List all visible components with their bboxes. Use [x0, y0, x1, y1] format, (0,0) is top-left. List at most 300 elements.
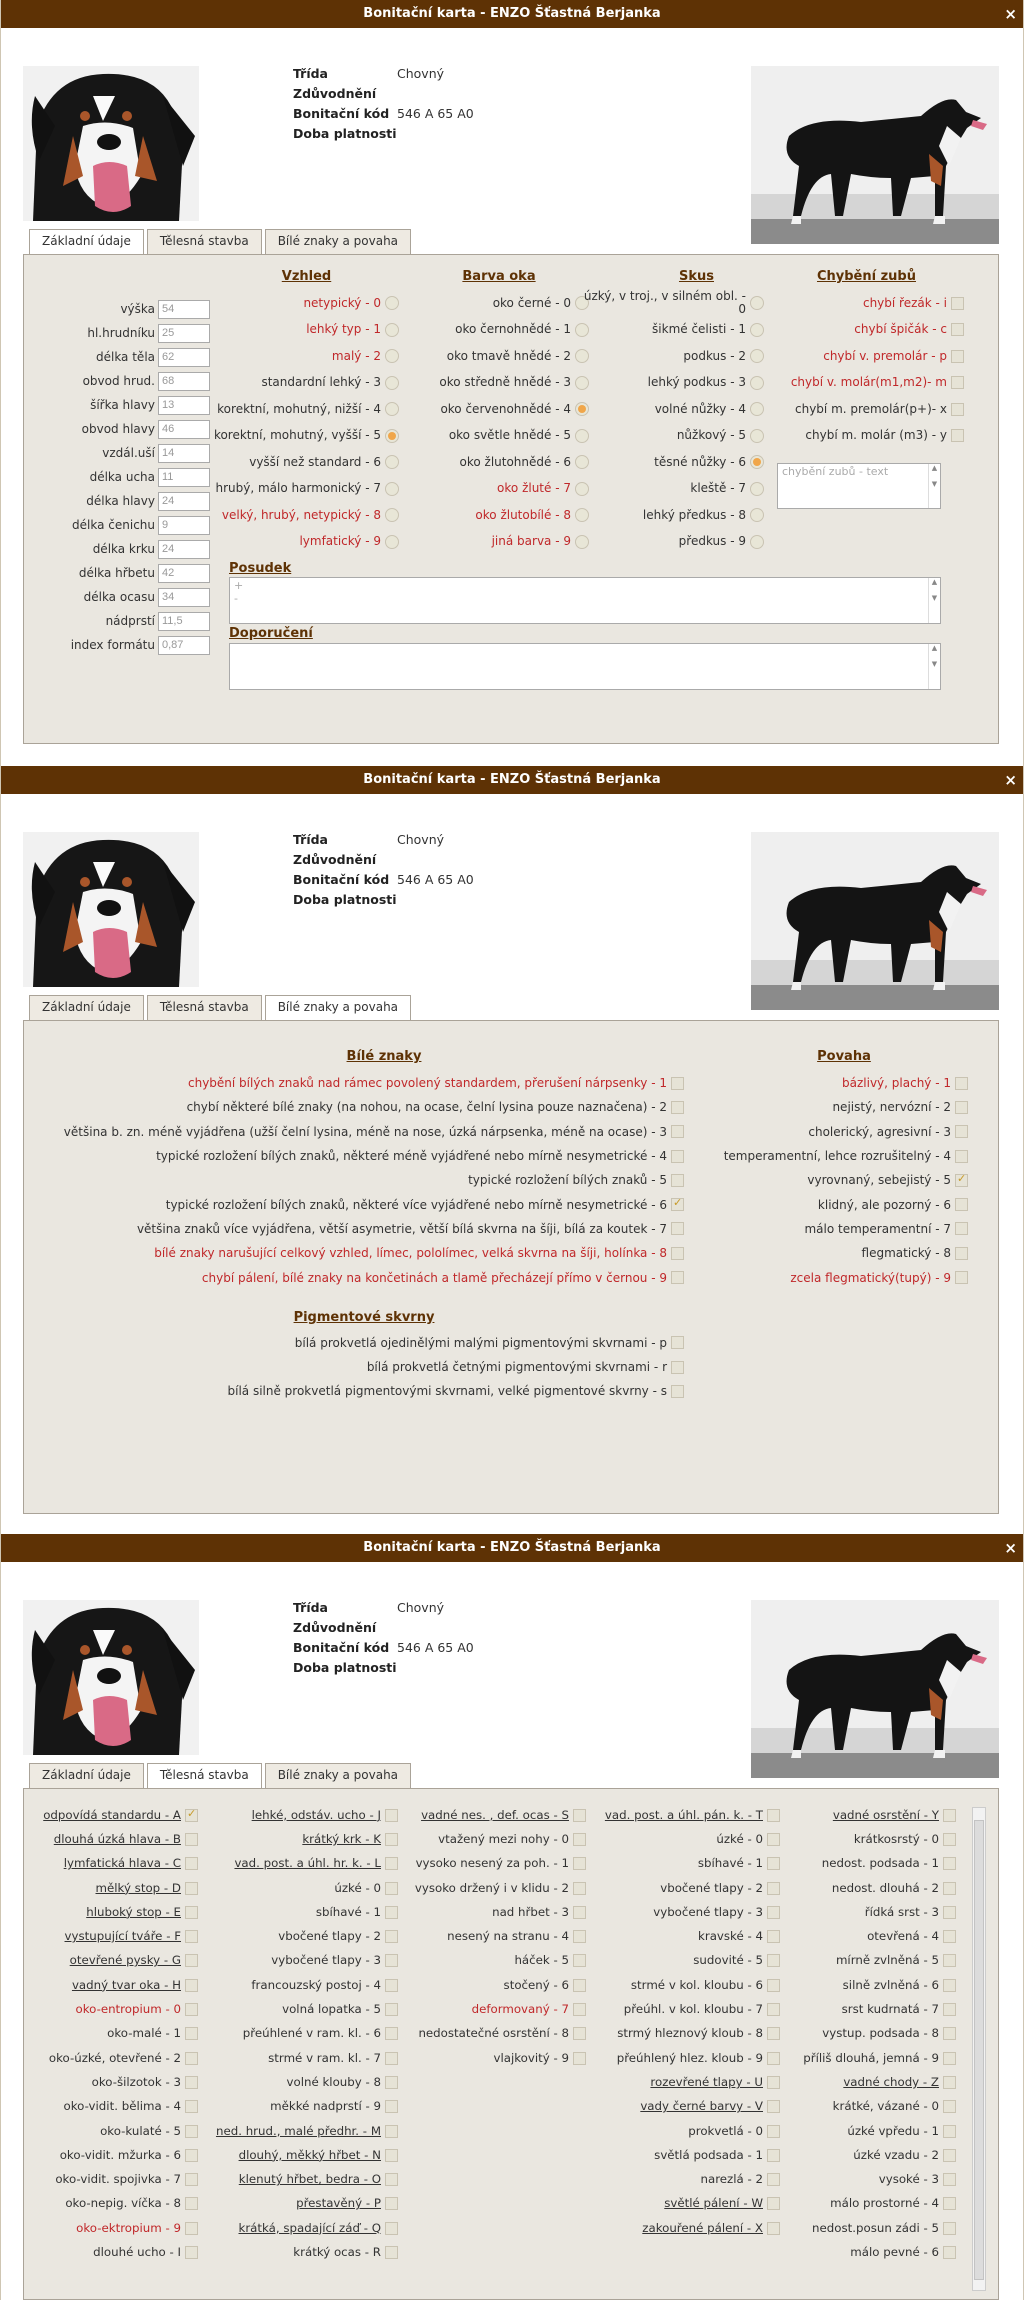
- option-item[interactable]: [592, 2216, 780, 2240]
- checkbox[interactable]: [185, 2003, 198, 2016]
- checkbox[interactable]: [385, 2003, 398, 2016]
- checkbox[interactable]: [185, 2222, 198, 2235]
- option-item[interactable]: [214, 1803, 398, 1827]
- scroll-arrows-icon[interactable]: ▲ ▼: [928, 464, 940, 508]
- option-item[interactable]: [786, 1973, 956, 1997]
- checkbox[interactable]: [943, 2149, 956, 2162]
- option-item[interactable]: [700, 1120, 968, 1144]
- option-item[interactable]: [700, 1217, 968, 1241]
- radio-button[interactable]: [385, 429, 399, 443]
- option-item[interactable]: [32, 1924, 198, 1948]
- checkbox[interactable]: [951, 403, 964, 416]
- option-item[interactable]: [398, 2046, 586, 2070]
- checkbox[interactable]: [185, 1833, 198, 1846]
- radio-button[interactable]: [750, 482, 764, 496]
- radio-button[interactable]: [385, 455, 399, 469]
- checkbox[interactable]: [943, 2173, 956, 2186]
- checkbox[interactable]: [767, 1857, 780, 1870]
- option-item[interactable]: [32, 1827, 198, 1851]
- checkbox[interactable]: [767, 1833, 780, 1846]
- checkbox[interactable]: [573, 1930, 586, 1943]
- option-item[interactable]: [32, 2240, 198, 2264]
- option-item[interactable]: [786, 2167, 956, 2191]
- checkbox[interactable]: [573, 2003, 586, 2016]
- option-item[interactable]: [786, 2095, 956, 2119]
- option-item[interactable]: [214, 2119, 398, 2143]
- option-item[interactable]: [769, 343, 964, 370]
- checkbox[interactable]: [385, 2222, 398, 2235]
- option-item[interactable]: [214, 1949, 398, 1973]
- checkbox[interactable]: [671, 1077, 684, 1090]
- tab-zakladni[interactable]: Základní údaje: [29, 229, 144, 255]
- panel-scrollbar[interactable]: [972, 1807, 986, 2291]
- checkbox[interactable]: [185, 1857, 198, 1870]
- checkbox[interactable]: [385, 1930, 398, 1943]
- radio-button[interactable]: [750, 455, 764, 469]
- checkbox[interactable]: [951, 376, 964, 389]
- radio-button[interactable]: [750, 535, 764, 549]
- option-item[interactable]: [44, 1168, 684, 1192]
- checkbox[interactable]: [671, 1247, 684, 1260]
- option-item[interactable]: [592, 2167, 780, 2191]
- tab-zakladni[interactable]: Základní údaje: [29, 1763, 144, 1788]
- option-item[interactable]: [398, 1852, 586, 1876]
- checkbox[interactable]: [671, 1125, 684, 1138]
- checkbox[interactable]: [943, 1857, 956, 1870]
- checkbox[interactable]: [943, 2222, 956, 2235]
- checkbox[interactable]: [671, 1271, 684, 1284]
- option-item[interactable]: [32, 2022, 198, 2046]
- option-item[interactable]: [592, 1900, 780, 1924]
- option-item[interactable]: [592, 2022, 780, 2046]
- option-item[interactable]: [398, 1827, 586, 1851]
- radio-button[interactable]: [385, 508, 399, 522]
- checkbox[interactable]: [951, 297, 964, 310]
- checkbox[interactable]: [955, 1198, 968, 1211]
- option-item[interactable]: [174, 423, 399, 450]
- window-title-bar[interactable]: [1, 766, 1023, 794]
- checkbox[interactable]: [767, 2197, 780, 2210]
- option-item[interactable]: [214, 2022, 398, 2046]
- checkbox[interactable]: [385, 2246, 398, 2259]
- option-item[interactable]: [700, 1265, 968, 1289]
- checkbox[interactable]: [671, 1150, 684, 1163]
- checkbox[interactable]: [943, 2052, 956, 2065]
- measure-input[interactable]: [158, 612, 210, 631]
- option-item[interactable]: [592, 2192, 780, 2216]
- option-item[interactable]: [398, 1924, 586, 1948]
- checkbox[interactable]: [943, 2246, 956, 2259]
- option-item[interactable]: [786, 2216, 956, 2240]
- option-item[interactable]: [700, 1144, 968, 1168]
- checkbox[interactable]: [767, 2076, 780, 2089]
- option-item[interactable]: [786, 2046, 956, 2070]
- option-item[interactable]: [174, 370, 399, 397]
- option-item[interactable]: [44, 1120, 684, 1144]
- option-item[interactable]: [214, 2070, 398, 2094]
- checkbox[interactable]: [767, 2125, 780, 2138]
- checkbox[interactable]: [671, 1385, 684, 1398]
- checkbox[interactable]: [185, 2100, 198, 2113]
- checkbox[interactable]: [185, 2027, 198, 2040]
- tab-bile[interactable]: Bílé znaky a povaha: [265, 1763, 411, 1788]
- option-item[interactable]: [592, 2143, 780, 2167]
- option-item[interactable]: [592, 1997, 780, 2021]
- radio-button[interactable]: [750, 508, 764, 522]
- zuby-text-input[interactable]: [777, 463, 941, 509]
- option-item[interactable]: [44, 1265, 684, 1289]
- option-item[interactable]: [44, 1331, 684, 1355]
- checkbox[interactable]: [767, 2173, 780, 2186]
- checkbox[interactable]: [185, 1954, 198, 1967]
- radio-button[interactable]: [750, 402, 764, 416]
- option-item[interactable]: [32, 2119, 198, 2143]
- checkbox[interactable]: [671, 1222, 684, 1235]
- option-item[interactable]: [786, 1997, 956, 2021]
- scrollbar-thumb[interactable]: [974, 1820, 984, 2280]
- checkbox[interactable]: [185, 1882, 198, 1895]
- tab-bile[interactable]: Bílé znaky a povaha: [265, 995, 411, 1021]
- checkbox[interactable]: [767, 1809, 780, 1822]
- option-item[interactable]: [32, 1852, 198, 1876]
- posudek-textarea[interactable]: [229, 577, 941, 624]
- option-item[interactable]: [409, 449, 589, 476]
- checkbox[interactable]: [943, 1906, 956, 1919]
- option-item[interactable]: [786, 1900, 956, 1924]
- option-item[interactable]: [214, 2095, 398, 2119]
- checkbox[interactable]: [385, 2125, 398, 2138]
- checkbox[interactable]: [385, 2149, 398, 2162]
- checkbox[interactable]: [385, 2027, 398, 2040]
- option-item[interactable]: [579, 370, 764, 397]
- option-item[interactable]: [32, 1997, 198, 2021]
- option-item[interactable]: [32, 2192, 198, 2216]
- checkbox[interactable]: [185, 2125, 198, 2138]
- checkbox[interactable]: [767, 2100, 780, 2113]
- checkbox[interactable]: [573, 1857, 586, 1870]
- radio-button[interactable]: [385, 349, 399, 363]
- checkbox[interactable]: [573, 2027, 586, 2040]
- option-item[interactable]: [214, 2216, 398, 2240]
- option-item[interactable]: [174, 476, 399, 503]
- radio-button[interactable]: [750, 376, 764, 390]
- option-item[interactable]: [579, 290, 764, 317]
- option-item[interactable]: [700, 1095, 968, 1119]
- checkbox[interactable]: [943, 2100, 956, 2113]
- option-item[interactable]: [32, 1949, 198, 1973]
- option-item[interactable]: [214, 1997, 398, 2021]
- checkbox[interactable]: [943, 1930, 956, 1943]
- radio-button[interactable]: [385, 296, 399, 310]
- option-item[interactable]: [786, 2119, 956, 2143]
- option-item[interactable]: [592, 1949, 780, 1973]
- checkbox[interactable]: [767, 2222, 780, 2235]
- option-item[interactable]: [409, 343, 589, 370]
- option-item[interactable]: [592, 2070, 780, 2094]
- doporuceni-textarea[interactable]: [229, 643, 941, 690]
- checkbox[interactable]: [573, 2052, 586, 2065]
- checkbox[interactable]: [185, 2076, 198, 2089]
- option-item[interactable]: [32, 1803, 198, 1827]
- checkbox[interactable]: [385, 1906, 398, 1919]
- window-title-bar[interactable]: [1, 0, 1023, 28]
- option-item[interactable]: [579, 502, 764, 529]
- checkbox[interactable]: [185, 2173, 198, 2186]
- option-item[interactable]: [409, 476, 589, 503]
- tab-bile[interactable]: Bílé znaky a povaha: [265, 229, 411, 254]
- checkbox[interactable]: [385, 1857, 398, 1870]
- option-item[interactable]: [398, 1803, 586, 1827]
- option-item[interactable]: [592, 1924, 780, 1948]
- checkbox[interactable]: [943, 1979, 956, 1992]
- close-icon[interactable]: ×: [1004, 771, 1017, 789]
- option-item[interactable]: [214, 1900, 398, 1924]
- checkbox[interactable]: [185, 1809, 198, 1822]
- checkbox[interactable]: [955, 1174, 968, 1187]
- option-item[interactable]: [592, 1876, 780, 1900]
- checkbox[interactable]: [767, 1930, 780, 1943]
- checkbox[interactable]: [671, 1101, 684, 1114]
- option-item[interactable]: [44, 1217, 684, 1241]
- option-item[interactable]: [214, 1852, 398, 1876]
- option-item[interactable]: [592, 2095, 780, 2119]
- radio-button[interactable]: [750, 296, 764, 310]
- option-item[interactable]: [44, 1241, 684, 1265]
- option-item[interactable]: [214, 2143, 398, 2167]
- checkbox[interactable]: [573, 1979, 586, 1992]
- option-item[interactable]: [32, 1973, 198, 1997]
- option-item[interactable]: [174, 529, 399, 556]
- checkbox[interactable]: [943, 1954, 956, 1967]
- option-item[interactable]: [409, 370, 589, 397]
- option-item[interactable]: [398, 1876, 586, 1900]
- option-item[interactable]: [786, 1876, 956, 1900]
- checkbox[interactable]: [385, 1833, 398, 1846]
- checkbox[interactable]: [185, 1906, 198, 1919]
- option-item[interactable]: [32, 2143, 198, 2167]
- checkbox[interactable]: [385, 2052, 398, 2065]
- checkbox[interactable]: [767, 1882, 780, 1895]
- option-item[interactable]: [44, 1192, 684, 1216]
- checkbox[interactable]: [573, 1809, 586, 1822]
- checkbox[interactable]: [955, 1247, 968, 1260]
- checkbox[interactable]: [943, 1882, 956, 1895]
- option-item[interactable]: [44, 1355, 684, 1379]
- option-item[interactable]: [700, 1192, 968, 1216]
- checkbox[interactable]: [943, 2125, 956, 2138]
- option-item[interactable]: [579, 449, 764, 476]
- option-item[interactable]: [174, 449, 399, 476]
- option-item[interactable]: [592, 2119, 780, 2143]
- checkbox[interactable]: [385, 2076, 398, 2089]
- option-item[interactable]: [409, 396, 589, 423]
- option-item[interactable]: [214, 1924, 398, 1948]
- option-item[interactable]: [592, 1827, 780, 1851]
- checkbox[interactable]: [385, 2173, 398, 2186]
- checkbox[interactable]: [185, 2149, 198, 2162]
- checkbox[interactable]: [385, 2197, 398, 2210]
- checkbox[interactable]: [671, 1198, 684, 1211]
- radio-button[interactable]: [750, 349, 764, 363]
- option-item[interactable]: [174, 396, 399, 423]
- option-item[interactable]: [409, 317, 589, 344]
- scroll-arrows-icon[interactable]: ▲ ▼: [928, 578, 940, 623]
- checkbox[interactable]: [185, 1979, 198, 1992]
- checkbox[interactable]: [951, 323, 964, 336]
- option-item[interactable]: [700, 1071, 968, 1095]
- checkbox[interactable]: [943, 2197, 956, 2210]
- option-item[interactable]: [398, 2022, 586, 2046]
- checkbox[interactable]: [951, 350, 964, 363]
- option-item[interactable]: [214, 2046, 398, 2070]
- measure-input[interactable]: [158, 636, 210, 655]
- checkbox[interactable]: [955, 1222, 968, 1235]
- option-item[interactable]: [786, 1803, 956, 1827]
- checkbox[interactable]: [943, 2027, 956, 2040]
- checkbox[interactable]: [767, 2003, 780, 2016]
- tab-telesna[interactable]: Tělesná stavba: [147, 229, 262, 254]
- option-item[interactable]: [769, 396, 964, 423]
- option-item[interactable]: [214, 2240, 398, 2264]
- option-item[interactable]: [786, 1852, 956, 1876]
- checkbox[interactable]: [955, 1125, 968, 1138]
- scroll-arrows-icon[interactable]: ▲ ▼: [928, 644, 940, 689]
- checkbox[interactable]: [573, 1906, 586, 1919]
- option-item[interactable]: [409, 423, 589, 450]
- measure-input[interactable]: [158, 564, 210, 583]
- option-item[interactable]: [786, 2143, 956, 2167]
- radio-button[interactable]: [385, 376, 399, 390]
- option-item[interactable]: [700, 1168, 968, 1192]
- checkbox[interactable]: [185, 1930, 198, 1943]
- option-item[interactable]: [398, 1997, 586, 2021]
- tab-zakladni[interactable]: Základní údaje: [29, 995, 144, 1020]
- option-item[interactable]: [44, 1379, 684, 1403]
- checkbox[interactable]: [573, 1833, 586, 1846]
- checkbox[interactable]: [385, 2100, 398, 2113]
- option-item[interactable]: [579, 529, 764, 556]
- option-item[interactable]: [786, 2070, 956, 2094]
- option-item[interactable]: [398, 1949, 586, 1973]
- option-item[interactable]: [786, 2022, 956, 2046]
- option-item[interactable]: [700, 1241, 968, 1265]
- checkbox[interactable]: [573, 1882, 586, 1895]
- option-item[interactable]: [769, 423, 964, 450]
- option-item[interactable]: [32, 2095, 198, 2119]
- checkbox[interactable]: [671, 1174, 684, 1187]
- checkbox[interactable]: [955, 1271, 968, 1284]
- checkbox[interactable]: [385, 1809, 398, 1822]
- checkbox[interactable]: [955, 1150, 968, 1163]
- option-item[interactable]: [398, 1973, 586, 1997]
- checkbox[interactable]: [767, 2149, 780, 2162]
- option-item[interactable]: [409, 529, 589, 556]
- checkbox[interactable]: [955, 1101, 968, 1114]
- checkbox[interactable]: [573, 1954, 586, 1967]
- option-item[interactable]: [174, 343, 399, 370]
- option-item[interactable]: [579, 476, 764, 503]
- option-item[interactable]: [786, 1924, 956, 1948]
- option-item[interactable]: [579, 423, 764, 450]
- checkbox[interactable]: [671, 1336, 684, 1349]
- option-item[interactable]: [214, 1827, 398, 1851]
- option-item[interactable]: [579, 343, 764, 370]
- option-item[interactable]: [32, 2046, 198, 2070]
- option-item[interactable]: [44, 1071, 684, 1095]
- close-icon[interactable]: ×: [1004, 5, 1017, 23]
- option-item[interactable]: [32, 1900, 198, 1924]
- tab-telesna[interactable]: Tělesná stavba: [147, 1763, 262, 1789]
- option-item[interactable]: [769, 290, 964, 317]
- radio-button[interactable]: [385, 323, 399, 337]
- option-item[interactable]: [769, 370, 964, 397]
- option-item[interactable]: [579, 396, 764, 423]
- option-item[interactable]: [174, 502, 399, 529]
- option-item[interactable]: [32, 2070, 198, 2094]
- option-item[interactable]: [786, 2240, 956, 2264]
- checkbox[interactable]: [767, 1979, 780, 1992]
- option-item[interactable]: [44, 1144, 684, 1168]
- checkbox[interactable]: [943, 2076, 956, 2089]
- option-item[interactable]: [409, 290, 589, 317]
- option-item[interactable]: [592, 1973, 780, 1997]
- checkbox[interactable]: [385, 1882, 398, 1895]
- option-item[interactable]: [786, 2192, 956, 2216]
- checkbox[interactable]: [385, 1954, 398, 1967]
- option-item[interactable]: [769, 317, 964, 344]
- checkbox[interactable]: [385, 1979, 398, 1992]
- checkbox[interactable]: [767, 1954, 780, 1967]
- checkbox[interactable]: [943, 1809, 956, 1822]
- checkbox[interactable]: [943, 2003, 956, 2016]
- option-item[interactable]: [786, 1827, 956, 1851]
- radio-button[interactable]: [385, 482, 399, 496]
- checkbox[interactable]: [185, 2052, 198, 2065]
- radio-button[interactable]: [750, 323, 764, 337]
- measure-input[interactable]: [158, 588, 210, 607]
- checkbox[interactable]: [951, 429, 964, 442]
- option-item[interactable]: [579, 317, 764, 344]
- option-item[interactable]: [398, 1900, 586, 1924]
- close-icon[interactable]: ×: [1004, 1539, 1017, 1557]
- radio-button[interactable]: [750, 429, 764, 443]
- option-item[interactable]: [214, 1876, 398, 1900]
- option-item[interactable]: [592, 1803, 780, 1827]
- option-item[interactable]: [592, 1852, 780, 1876]
- option-item[interactable]: [592, 2046, 780, 2070]
- option-item[interactable]: [32, 1876, 198, 1900]
- checkbox[interactable]: [185, 2197, 198, 2210]
- option-item[interactable]: [214, 2167, 398, 2191]
- option-item[interactable]: [32, 2216, 198, 2240]
- option-item[interactable]: [44, 1095, 684, 1119]
- checkbox[interactable]: [185, 2246, 198, 2259]
- checkbox[interactable]: [767, 2027, 780, 2040]
- option-item[interactable]: [174, 290, 399, 317]
- checkbox[interactable]: [767, 2052, 780, 2065]
- checkbox[interactable]: [671, 1361, 684, 1374]
- radio-button[interactable]: [385, 402, 399, 416]
- option-item[interactable]: [214, 2192, 398, 2216]
- radio-button[interactable]: [385, 535, 399, 549]
- checkbox[interactable]: [943, 1833, 956, 1846]
- checkbox[interactable]: [767, 1906, 780, 1919]
- checkbox[interactable]: [955, 1077, 968, 1090]
- tab-telesna[interactable]: Tělesná stavba: [147, 995, 262, 1020]
- option-item[interactable]: [786, 1949, 956, 1973]
- option-item[interactable]: [214, 1973, 398, 1997]
- window-title-bar[interactable]: [1, 1534, 1023, 1562]
